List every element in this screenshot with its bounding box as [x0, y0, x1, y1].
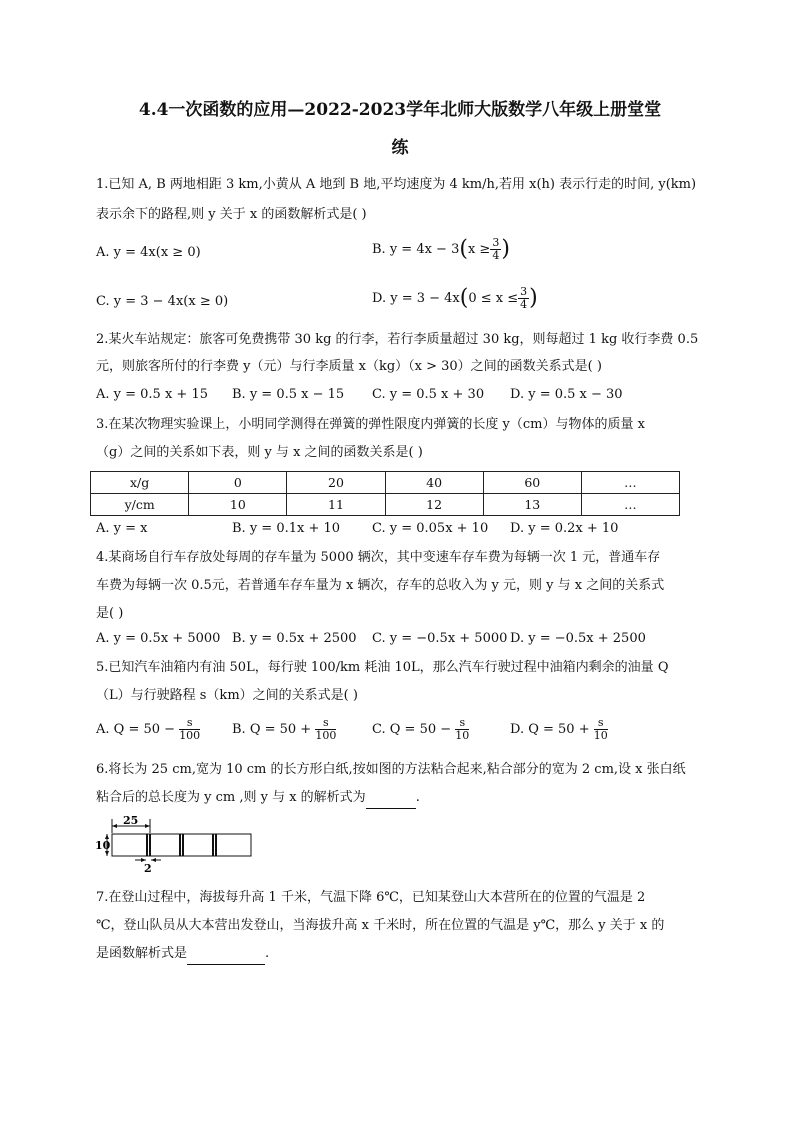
q5-option-c[interactable]: [372, 717, 469, 742]
question-6-text-cont: [96, 788, 420, 809]
q5-option-d[interactable]: [510, 717, 608, 742]
figure-label-length: 25: [123, 814, 139, 827]
table-cell: 0: [189, 472, 287, 494]
q5-option-a-expr: A. Q = 50 −: [96, 722, 176, 737]
table-row: [91, 472, 680, 494]
question-6-period: .: [415, 790, 420, 805]
q3-option-a[interactable]: A. y = x: [96, 521, 148, 536]
q2-option-d[interactable]: D. y = 0.5 x − 30: [510, 387, 623, 402]
question-5-text-cont: （L）与行驶路程 s（km）之间的关系式是( ): [96, 688, 358, 703]
question-1-text: 1.已知 A, B 两地相距 3 km,小黄从 A 地到 B 地,平均速度为 4 km/h,若用 x(h) 表示行走的时间, y(km): [96, 177, 697, 192]
q3-option-c[interactable]: C. y = 0.05x + 10: [372, 521, 489, 536]
q4-option-b[interactable]: B. y = 0.5x + 2500: [232, 631, 357, 646]
figure-label-overlap: 2: [144, 862, 152, 875]
question-7-text: 7.在登山过程中，海拔每升高 1 千米，气温下降 6℃，已知某登山大本营所在的位置的气温是 2: [96, 890, 646, 905]
answer-blank-6[interactable]: [366, 788, 416, 809]
question-5-text: 5.已知汽车油箱内有油 50L，每行驶 100/km 耗油 10L，那么汽车行驶过程中油箱内剩余的油量 Q: [96, 660, 669, 675]
q2-option-b[interactable]: B. y = 0.5 x − 15: [232, 387, 345, 402]
q5-option-b-expr: B. Q = 50 +: [232, 722, 312, 737]
table-cell: …: [581, 472, 679, 494]
question-4-text: 4.某商场自行车存放处每周的存车量为 5000 辆次，其中变速车存车费为每辆一次 1 元，普通车存: [96, 550, 661, 565]
question-7-text-main: 是函数解析式是: [96, 946, 188, 961]
q3-option-b[interactable]: B. y = 0.1x + 10: [232, 521, 341, 536]
q5-option-d-fraction: $\frac{s}{10}$: [593, 716, 608, 742]
page-title: 4.4一次函数的应用—2022-2023学年北师大版数学八年级上册堂堂: [138, 100, 662, 120]
q1-option-b-cond: x ≥: [467, 242, 491, 257]
question-3-text-cont: （g）之间的关系如下表，则 y 与 x 之间的函数关系是( ): [96, 445, 423, 460]
answer-blank-7[interactable]: [187, 944, 265, 965]
q5-option-c-fraction: $\frac{s}{10}$: [455, 716, 470, 742]
q2-option-c[interactable]: C. y = 0.5 x + 30: [372, 387, 485, 402]
q4-option-c[interactable]: C. y = −0.5x + 5000: [372, 631, 508, 646]
question-2-text: 2.某火车站规定：旅客可免费携带 30 kg 的行李，若行李质量超过 30 kg，则每超过 1 kg 收行李费 0.5: [96, 332, 699, 347]
table-cell: 40: [385, 472, 483, 494]
q1-option-b-expr: B. y = 4x − 3: [372, 242, 460, 257]
q1-option-c[interactable]: C. y = 3 − 4x(x ≥ 0): [96, 294, 229, 309]
question-4-text-cont: 车费为每辆一次 0.5元，若普通车存车量为 x 辆次，存车的总收入为 y 元，则 y 与 x 之间的关系式: [96, 578, 665, 593]
question-6-text-main: 粘合后的总长度为 y cm ,则 y 与 x 的解析式为: [96, 790, 366, 805]
question-4-text-end: 是( ): [96, 606, 124, 621]
figure-label-width: 10: [95, 839, 111, 852]
q1-option-d-expr: D. y = 3 − 4x: [372, 291, 460, 306]
q1-option-d-fraction: $\frac{3}{4}$: [520, 285, 528, 311]
q5-option-d-expr: D. Q = 50 +: [510, 722, 590, 737]
question-6-text: 6.将长为 25 cm,宽为 10 cm 的长方形白纸,按如图的方法粘合起来,粘合部分的宽为 2 cm,设 x 张白纸: [96, 762, 686, 777]
q4-option-a[interactable]: A. y = 0.5x + 5000: [96, 631, 221, 646]
q4-option-d[interactable]: D. y = −0.5x + 2500: [510, 631, 646, 646]
question-1-text-cont: 表示余下的路程,则 y 关于 x 的函数解析式是( ): [96, 207, 367, 222]
table-cell: 11: [287, 494, 385, 516]
q5-option-a[interactable]: [96, 717, 200, 742]
data-table: [90, 471, 680, 516]
question-7-text-end: [96, 944, 269, 965]
table-cell: 13: [483, 494, 581, 516]
q1-option-b-fraction: $\frac{3}{4}$: [492, 236, 500, 262]
question-7-text-cont: ℃，登山队员从大本营出发登山，当海拔升高 x 千米时，所在位置的气温是 y℃，那么 y 关于 x 的: [96, 918, 665, 933]
table-header-cell: y/cm: [91, 494, 189, 516]
page-title-continued: 练: [391, 138, 409, 158]
table-cell: …: [581, 494, 679, 516]
table-header-cell: x/g: [91, 472, 189, 494]
q5-option-b[interactable]: [232, 717, 336, 742]
table-cell: 20: [287, 472, 385, 494]
q1-option-b[interactable]: B. y = 4x − 3(x ≥ $\frac{3}{4}$ ): [372, 236, 510, 262]
q5-option-b-fraction: $\frac{s}{100}$: [315, 716, 337, 742]
table-cell: 10: [189, 494, 287, 516]
table-row: [91, 494, 680, 516]
table-cell: 60: [483, 472, 581, 494]
q1-option-d[interactable]: D. y = 3 − 4x(0 ≤ x ≤ $\frac{3}{4}$ ): [372, 285, 538, 311]
q1-option-a[interactable]: A. y = 4x(x ≥ 0): [96, 245, 201, 260]
q5-option-a-fraction: $\frac{s}{100}$: [179, 716, 201, 742]
q2-option-a[interactable]: A. y = 0.5 x + 15: [96, 387, 208, 402]
question-3-text: 3.在某次物理实验课上，小明同学测得在弹簧的弹性限度内弹簧的长度 y（cm）与物体的质量 x: [96, 417, 645, 432]
q1-option-d-cond: 0 ≤ x ≤: [468, 291, 519, 306]
table-cell: 12: [385, 494, 483, 516]
question-7-period: .: [265, 946, 270, 961]
q5-option-c-expr: C. Q = 50 −: [372, 722, 452, 737]
q3-option-d[interactable]: D. y = 0.2x + 10: [510, 521, 619, 536]
paper-strip-figure: [95, 813, 265, 875]
question-2-text-cont: 元，则旅客所付的行李费 y（元）与行李质量 x（kg）（x > 30）之间的函数关系式是( ): [96, 359, 602, 374]
